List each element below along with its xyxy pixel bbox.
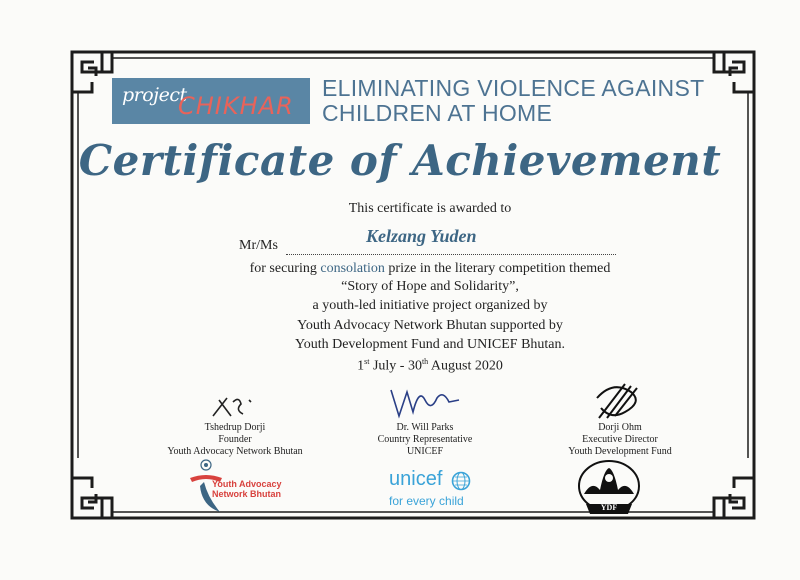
date-start-sup: st (364, 357, 370, 366)
signatory-name: Dr. Will Parks (396, 422, 454, 433)
project-chikhar-banner (112, 78, 310, 124)
certificate-title: Certificate of Achievement (78, 136, 722, 185)
signatory-org: Youth Advocacy Network Bhutan (167, 446, 303, 457)
signatory-name: Dorji Ohm (598, 422, 642, 433)
prize-name: consolation (320, 261, 385, 276)
date-line (0, 357, 800, 375)
signatory-org: UNICEF (406, 446, 444, 457)
signatory-title: Executive Director (582, 434, 658, 445)
banner-project-text: project (122, 84, 187, 106)
support-line-2: Youth Development Fund and UNICEF Bhutan. (294, 337, 566, 352)
securing-line (0, 261, 800, 277)
date-start-day: 1 (357, 358, 365, 374)
unicef-tagline: for every child (389, 494, 464, 508)
campaign-headline (322, 76, 742, 126)
date-end-rest: August 2020 (428, 358, 503, 374)
unicef-wordmark: unicef (389, 468, 443, 490)
signatory-unicef (345, 382, 505, 458)
signature-will-parks-icon (385, 382, 465, 422)
signatory-title: Country Representative (377, 434, 473, 445)
banner-brand-text: CHIKHAR (178, 92, 294, 120)
signature-tshedrup-icon (205, 392, 265, 422)
initiative-line: a youth-led initiative project organized by (312, 298, 548, 313)
headline-line-2: CHILDREN AT HOME (322, 100, 553, 126)
theme-line: “Story of Hope and Solidarity”, (341, 279, 519, 294)
salutation: Mr/Ms (239, 238, 278, 253)
date-end-sup: th (421, 357, 429, 366)
name-dotted-line (286, 254, 616, 255)
signatory-name: Tshedrup Dorji (204, 422, 266, 433)
date-start-month: July - 30 (369, 358, 422, 374)
recipient-name: Kelzang Yuden (366, 226, 477, 246)
unicef-globe-icon (451, 471, 471, 491)
signatory-title: Founder (218, 434, 252, 445)
ydf-label: YDF (600, 503, 618, 512)
signatory-org: Youth Development Fund (568, 446, 672, 457)
support-line-1: Youth Advocacy Network Bhutan supported by (297, 318, 563, 333)
yan-logo (186, 458, 296, 514)
signature-dorji-ohm-icon (585, 378, 655, 422)
securing-prefix: for securing (249, 261, 321, 276)
unicef-logo (389, 468, 479, 512)
yan-line-1: Youth Advocacy (212, 479, 282, 489)
signatory-ydf (535, 378, 705, 458)
ydf-logo (574, 460, 644, 516)
signatory-founder (150, 392, 320, 458)
yan-line-2: Network Bhutan (212, 489, 282, 499)
awarded-to-text: This certificate is awarded to (348, 201, 512, 216)
headline-line-1: ELIMINATING VIOLENCE AGAINST (322, 75, 705, 101)
securing-suffix: prize in the literary competition themed (384, 261, 611, 276)
